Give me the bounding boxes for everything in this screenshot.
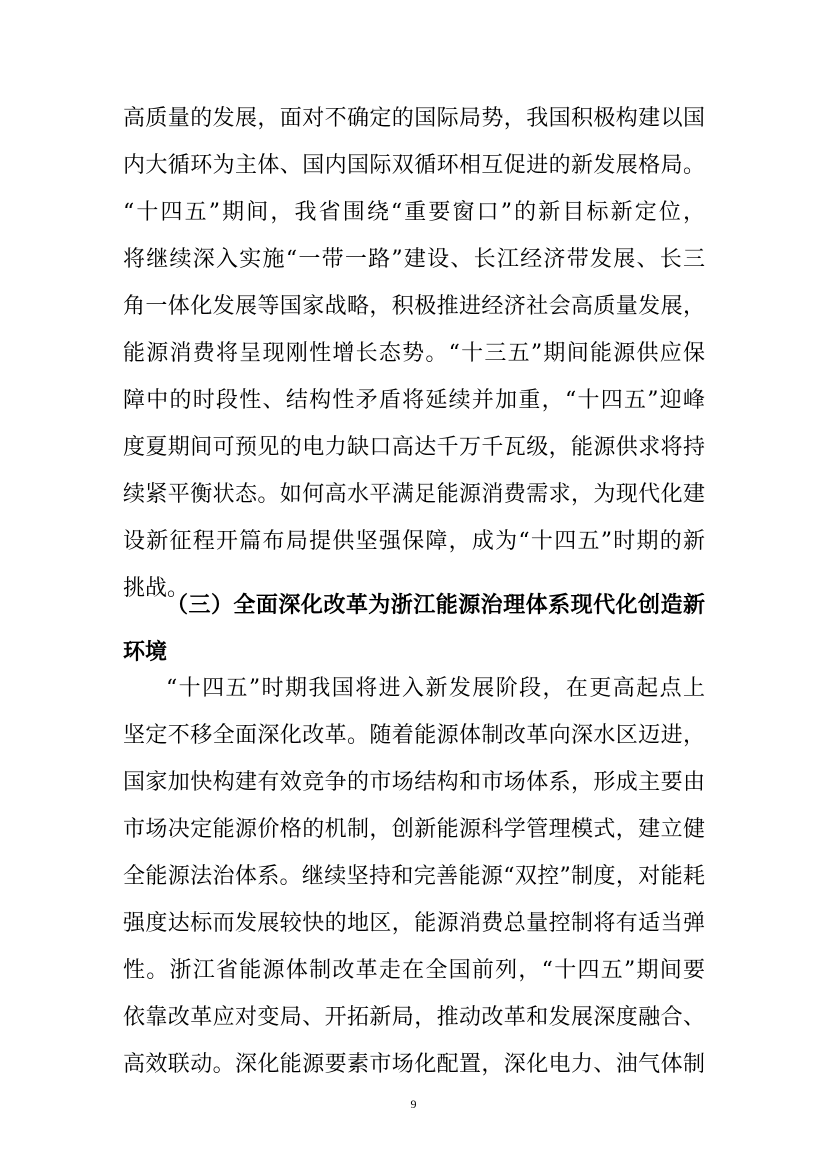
- page-number: 9: [410, 1097, 417, 1111]
- text-line: 市场决定能源价格的机制，创新能源科学管理模式，建立健: [123, 817, 705, 842]
- text-line: 障中的时段性、结构性矛盾将延续并加重，“十四五”迎峰: [123, 388, 705, 413]
- text-line: 角一体化发展等国家战略，积极推进经济社会高质量发展，: [123, 294, 705, 319]
- text-line: 内大循环为主体、国内国际双循环相互促进的新发展格局。: [123, 153, 705, 178]
- text-line: 强度达标而发展较快的地区，能源消费总量控制将有适当弹: [123, 911, 705, 936]
- text-line: 坚定不移全面深化改革。随着能源体制改革向深水区迈进，: [123, 723, 705, 748]
- text-line: 设新征程开篇布局提供坚强保障，成为“十四五”时期的新: [123, 529, 705, 554]
- text-line: 高质量的发展，面对不确定的国际局势，我国积极构建以国: [123, 106, 705, 131]
- text-line: 全能源法治体系。继续坚持和完善能源“双控”制度，对能耗: [123, 864, 705, 889]
- text-line: 挑战。: [123, 576, 190, 601]
- text-line: 度夏期间可预见的电力缺口高达千万千瓦级，能源供求将持: [123, 435, 705, 460]
- text-line: 将继续深入实施“一带一路”建设、长江经济带发展、长三: [123, 247, 705, 272]
- heading-line: （三）全面深化改革为浙江能源治理体系现代化创造新: [166, 593, 705, 618]
- heading-line: 环境: [123, 640, 168, 665]
- text-line: 性。浙江省能源体制改革走在全国前列，“十四五”期间要: [123, 958, 705, 983]
- text-line: 高效联动。深化能源要素市场化配置，深化电力、油气体制: [123, 1052, 705, 1077]
- text-line: “十四五”期间，我省围绕“重要窗口”的新目标新定位，: [123, 200, 705, 225]
- text-line: “十四五”时期我国将进入新发展阶段，在更高起点上: [166, 676, 705, 701]
- text-line: 能源消费将呈现刚性增长态势。“十三五”期间能源供应保: [123, 341, 705, 366]
- text-line: 依靠改革应对变局、开拓新局，推动改革和发展深度融合、: [123, 1005, 705, 1030]
- text-line: 续紧平衡状态。如何高水平满足能源消费需求，为现代化建: [123, 482, 705, 507]
- text-line: 国家加快构建有效竞争的市场结构和市场体系，形成主要由: [123, 770, 705, 795]
